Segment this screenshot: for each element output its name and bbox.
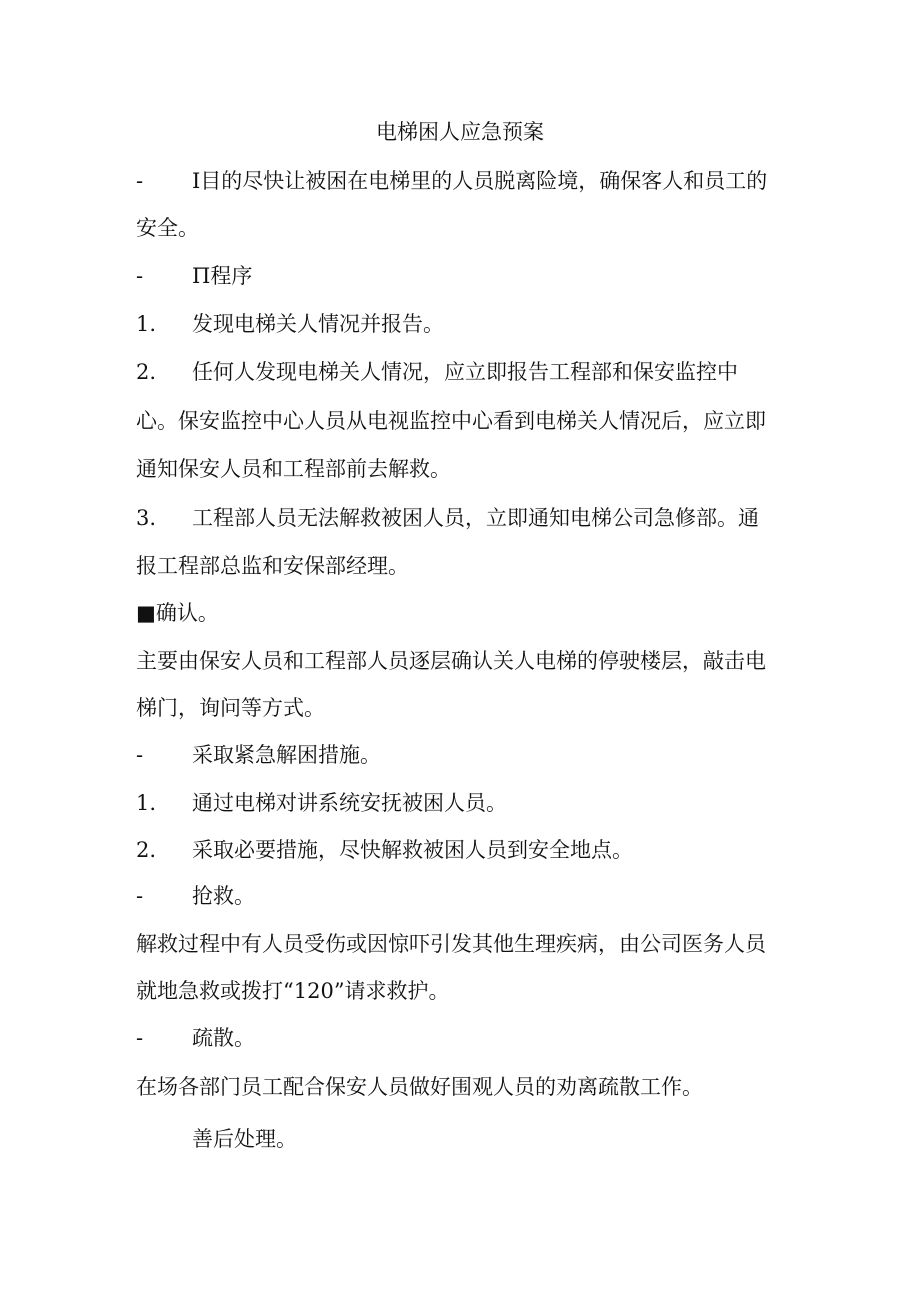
document-title: 电梯困人应急预案 xyxy=(376,120,544,144)
purpose-line-1: I目的尽快让被困在电梯里的人员脱离险境，确保客人和员工的 xyxy=(192,169,768,193)
rescue-heading: 采取紧急解困措施。 xyxy=(192,743,381,767)
first-aid-line-1: 解救过程中有人员受伤或因惊吓引发其他生理疾病，由公司医务人员 xyxy=(136,932,766,956)
first-aid-heading: 抢救。 xyxy=(192,884,255,908)
purpose-line-2: 安全。 xyxy=(136,216,199,240)
step-1-text: 发现电梯关人情况并报告。 xyxy=(192,312,444,336)
confirm-line-1: 主要由保安人员和工程部人员逐层确认关人电梯的停驶楼层，敲击电 xyxy=(136,649,766,673)
rescue-item-2-text: 采取必要措施，尽快解救被困人员到安全地点。 xyxy=(192,838,633,862)
evacuation-line-1: 在场各部门员工配合保安人员做好围观人员的劝离疏散工作。 xyxy=(136,1075,703,1099)
confirm-heading: ■确认。 xyxy=(136,601,219,625)
step-2-line-3: 通知保安人员和工程部前去解救。 xyxy=(136,457,451,481)
evacuation-marker: - xyxy=(136,1026,144,1050)
aftermath-heading: 善后处理。 xyxy=(192,1127,297,1151)
step-3-line-2: 报工程部总监和安保部经理。 xyxy=(136,554,409,578)
step-2-line-2: 心。保安监控中心人员从电视监控中心看到电梯关人情况后，应立即 xyxy=(136,409,766,433)
first-aid-marker: - xyxy=(136,884,144,908)
procedure-marker: - xyxy=(136,264,144,288)
first-aid-line-2: 就地急救或拨打“120”请求救护。 xyxy=(136,979,450,1003)
confirm-line-2: 梯门，询问等方式。 xyxy=(136,696,325,720)
procedure-heading: Π程序 xyxy=(192,264,253,288)
rescue-item-1-number: 1. xyxy=(136,791,157,815)
evacuation-heading: 疏散。 xyxy=(192,1026,255,1050)
step-1-number: 1. xyxy=(136,312,157,336)
purpose-marker: - xyxy=(136,169,144,193)
step-3-number: 3. xyxy=(136,506,157,530)
step-2-number: 2. xyxy=(136,360,157,384)
step-3-line-1: 工程部人员无法解救被困人员，立即通知电梯公司急修部。通 xyxy=(192,506,759,530)
rescue-marker: - xyxy=(136,743,144,767)
rescue-item-1-text: 通过电梯对讲系统安抚被困人员。 xyxy=(192,791,507,815)
step-2-line-1: 任何人发现电梯关人情况，应立即报告工程部和保安监控中 xyxy=(192,360,738,384)
rescue-item-2-number: 2. xyxy=(136,838,157,862)
